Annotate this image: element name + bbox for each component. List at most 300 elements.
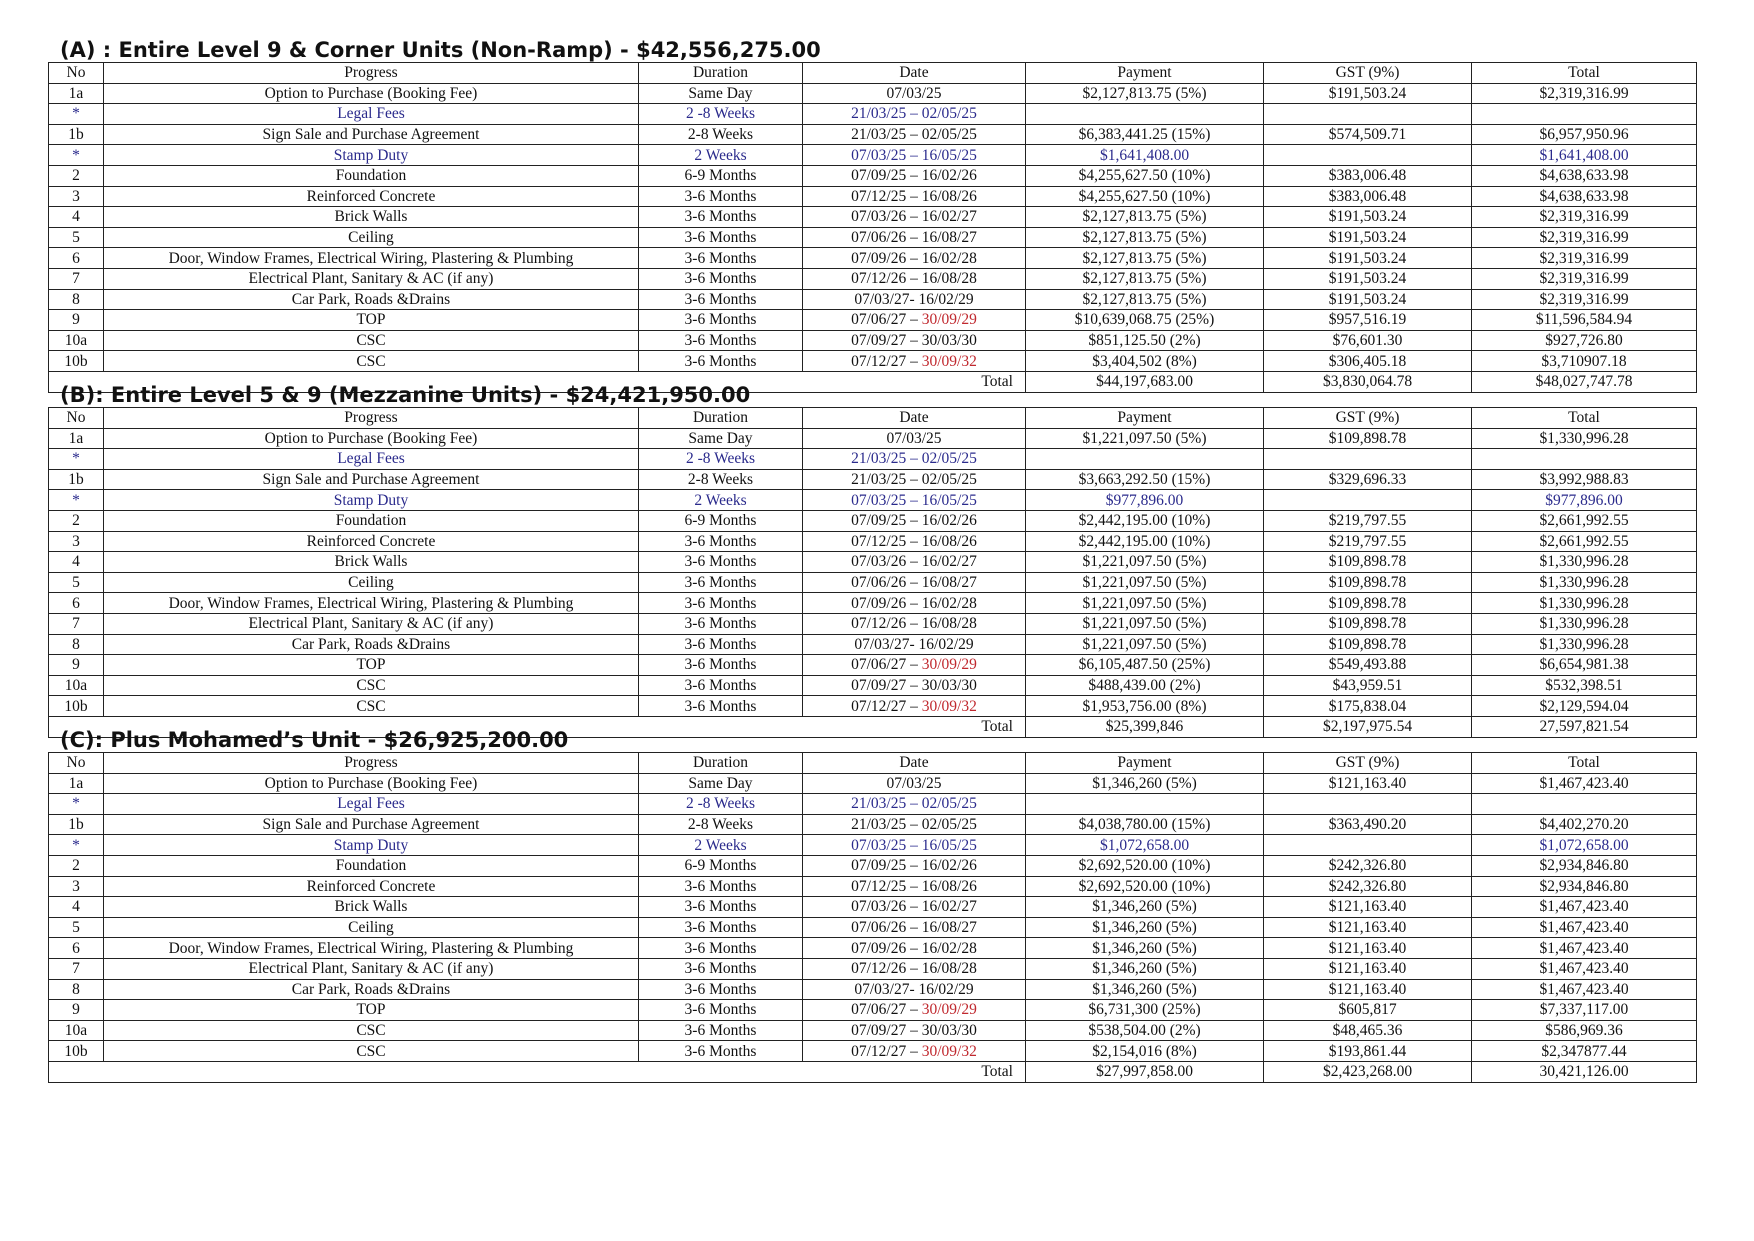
cell-no: 9	[49, 655, 104, 676]
cell-total: $3,710907.18	[1472, 351, 1697, 372]
section-title: (C): Plus Mohamed’s Unit - $26,925,200.00	[60, 728, 569, 752]
cell-date	[803, 510, 1026, 531]
date-start: 07/06/27	[851, 311, 907, 329]
cell-no: 5	[49, 917, 104, 938]
cell-gst: $43,959.51	[1264, 675, 1472, 696]
header-duration: Duration	[639, 408, 803, 429]
cell-total	[1472, 794, 1697, 815]
cell-payment: $2,692,520.00 (10%)	[1026, 876, 1264, 897]
date-separator: –	[906, 1022, 922, 1040]
date-start: 07/12/27	[851, 1042, 907, 1060]
cell-total: $2,661,992.55	[1472, 531, 1697, 552]
date-end: 16/02/28	[921, 249, 977, 267]
date-end: 30/09/29	[921, 311, 977, 329]
date-separator: –	[906, 167, 922, 185]
date-start: 07/09/27	[851, 1022, 907, 1040]
cell-gst: $121,163.40	[1264, 917, 1472, 938]
date-start: 07/03/25	[851, 146, 907, 164]
date-separator: –	[906, 146, 922, 164]
cell-progress: Brick Walls	[104, 897, 639, 918]
date-start: 07/12/26	[851, 615, 907, 633]
date-separator: –	[906, 450, 922, 468]
date-end: 16/08/26	[921, 877, 977, 895]
cell-progress: Sign Sale and Purchase Agreement	[104, 124, 639, 145]
table-row	[49, 593, 1697, 614]
table-row	[49, 634, 1697, 655]
date-end: 16/08/27	[921, 919, 977, 937]
date-end: 30/09/32	[921, 352, 977, 370]
date-end: 16/02/29	[918, 635, 974, 653]
table-row	[49, 938, 1697, 959]
date-separator: –	[906, 270, 922, 288]
table-row	[49, 268, 1697, 289]
cell-progress: Door, Window Frames, Electrical Wiring, Plastering & Plumbing	[104, 248, 639, 269]
total-gst: $2,423,268.00	[1264, 1061, 1472, 1082]
cell-no: 2	[49, 165, 104, 186]
cell-duration: 3-6 Months	[639, 1041, 803, 1062]
cell-duration: 2-8 Weeks	[639, 124, 803, 145]
cell-date	[803, 248, 1026, 269]
cell-total: $11,596,584.94	[1472, 310, 1697, 331]
table-row	[49, 773, 1697, 794]
header-total: Total	[1472, 408, 1697, 429]
date-start: 07/09/27	[851, 332, 907, 350]
cell-progress: Legal Fees	[104, 794, 639, 815]
cell-no: 7	[49, 958, 104, 979]
date-separator: –	[906, 836, 922, 854]
cell-progress: Foundation	[104, 855, 639, 876]
cell-no: 6	[49, 938, 104, 959]
date-separator: –	[906, 187, 922, 205]
cell-gst: $219,797.55	[1264, 510, 1472, 531]
date-separator: –	[906, 594, 922, 612]
table-row	[49, 83, 1697, 104]
cell-payment: $1,346,260 (5%)	[1026, 938, 1264, 959]
cell-date	[803, 572, 1026, 593]
cell-date	[803, 1020, 1026, 1041]
cell-duration: 3-6 Months	[639, 289, 803, 310]
date-separator: –	[906, 249, 922, 267]
cell-payment: $4,255,627.50 (10%)	[1026, 186, 1264, 207]
cell-gst: $383,006.48	[1264, 165, 1472, 186]
date-start: 07/09/25	[851, 512, 907, 530]
cell-payment: $1,346,260 (5%)	[1026, 773, 1264, 794]
cell-date	[803, 449, 1026, 470]
payment-schedule-table	[48, 407, 1697, 738]
cell-date	[803, 186, 1026, 207]
cell-no: *	[49, 835, 104, 856]
cell-no: *	[49, 794, 104, 815]
cell-total: $1,330,996.28	[1472, 613, 1697, 634]
cell-progress: Stamp Duty	[104, 145, 639, 166]
cell-total: $977,896.00	[1472, 490, 1697, 511]
cell-duration: 2-8 Weeks	[639, 469, 803, 490]
date-start: 07/03/25	[851, 491, 907, 509]
cell-payment	[1026, 794, 1264, 815]
cell-date	[803, 165, 1026, 186]
total-total: 30,421,126.00	[1472, 1061, 1697, 1082]
date-separator: –	[906, 574, 922, 592]
cell-no: *	[49, 490, 104, 511]
cell-progress: CSC	[104, 351, 639, 372]
cell-no: 4	[49, 552, 104, 573]
cell-no: 1a	[49, 83, 104, 104]
cell-total: $2,319,316.99	[1472, 83, 1697, 104]
cell-payment: $1,221,097.50 (5%)	[1026, 634, 1264, 655]
date-start: 07/12/26	[851, 270, 907, 288]
table-row	[49, 531, 1697, 552]
date-end: 16/05/25	[921, 146, 977, 164]
cell-date	[803, 227, 1026, 248]
date-end: 16/08/26	[921, 187, 977, 205]
header-gst: GST (9%)	[1264, 408, 1472, 429]
table-row	[49, 227, 1697, 248]
cell-duration: 3-6 Months	[639, 248, 803, 269]
header-payment: Payment	[1026, 753, 1264, 774]
cell-total: $586,969.36	[1472, 1020, 1697, 1041]
cell-payment: $1,953,756.00 (8%)	[1026, 696, 1264, 717]
cell-date	[803, 655, 1026, 676]
cell-gst	[1264, 490, 1472, 511]
cell-payment: $2,127,813.75 (5%)	[1026, 227, 1264, 248]
date-end: 30/09/32	[921, 1042, 977, 1060]
table-row	[49, 979, 1697, 1000]
cell-date	[803, 634, 1026, 655]
date-end: 02/05/25	[921, 795, 977, 813]
date-separator: –	[906, 512, 922, 530]
sub-row	[49, 794, 1697, 815]
cell-duration: 3-6 Months	[639, 351, 803, 372]
date-start: 21/03/25	[851, 105, 907, 123]
cell-total: $1,330,996.28	[1472, 572, 1697, 593]
cell-duration: 3-6 Months	[639, 572, 803, 593]
cell-duration: 6-9 Months	[639, 165, 803, 186]
payment-schedule-table	[48, 752, 1697, 1083]
cell-no: 4	[49, 897, 104, 918]
date-start: 07/09/25	[851, 857, 907, 875]
header-row	[49, 63, 1697, 84]
cell-duration: 3-6 Months	[639, 268, 803, 289]
date-end: 02/05/25	[921, 126, 977, 144]
cell-date	[803, 593, 1026, 614]
date-start: 07/12/25	[851, 187, 907, 205]
cell-payment: $3,663,292.50 (15%)	[1026, 469, 1264, 490]
cell-progress: CSC	[104, 1041, 639, 1062]
cell-no: 6	[49, 593, 104, 614]
date-start: 07/12/27	[851, 352, 907, 370]
header-progress: Progress	[104, 63, 639, 84]
cell-payment: $1,221,097.50 (5%)	[1026, 593, 1264, 614]
cell-no: 5	[49, 227, 104, 248]
header-no: No	[49, 753, 104, 774]
sub-row	[49, 145, 1697, 166]
cell-gst: $191,503.24	[1264, 289, 1472, 310]
total-payment: $27,997,858.00	[1026, 1061, 1264, 1082]
cell-date	[803, 351, 1026, 372]
schedule-body	[49, 773, 1697, 1082]
cell-total: $2,934,846.80	[1472, 876, 1697, 897]
sub-row	[49, 835, 1697, 856]
cell-no: 1b	[49, 469, 104, 490]
cell-total: $7,337,117.00	[1472, 1000, 1697, 1021]
date-separator: –	[906, 229, 922, 247]
cell-progress: Car Park, Roads &Drains	[104, 979, 639, 1000]
date-end: 16/02/27	[921, 898, 977, 916]
cell-date	[803, 855, 1026, 876]
date-end: 30/03/30	[921, 332, 977, 350]
cell-payment: $10,639,068.75 (25%)	[1026, 310, 1264, 331]
section-b	[48, 383, 1696, 738]
cell-duration: 3-6 Months	[639, 958, 803, 979]
cell-duration: 3-6 Months	[639, 207, 803, 228]
cell-progress: Reinforced Concrete	[104, 531, 639, 552]
cell-duration: 3-6 Months	[639, 613, 803, 634]
date-start: 07/09/25	[851, 167, 907, 185]
cell-gst: $329,696.33	[1264, 469, 1472, 490]
header-payment: Payment	[1026, 408, 1264, 429]
table-row	[49, 958, 1697, 979]
cell-gst: $121,163.40	[1264, 773, 1472, 794]
cell-payment: $1,221,097.50 (5%)	[1026, 613, 1264, 634]
cell-date	[803, 979, 1026, 1000]
date-start: 07/09/27	[851, 677, 907, 695]
date-separator: –	[906, 677, 922, 695]
cell-progress: Stamp Duty	[104, 490, 639, 511]
date-end: 16/08/27	[921, 574, 977, 592]
total-total: 27,597,821.54	[1472, 716, 1697, 737]
table-row	[49, 207, 1697, 228]
cell-date	[803, 207, 1026, 228]
cell-no: 2	[49, 855, 104, 876]
cell-gst: $121,163.40	[1264, 958, 1472, 979]
sub-row	[49, 104, 1697, 125]
date-end: 02/05/25	[921, 816, 977, 834]
header-progress: Progress	[104, 753, 639, 774]
cell-duration: 3-6 Months	[639, 330, 803, 351]
cell-gst: $363,490.20	[1264, 814, 1472, 835]
cell-progress: Reinforced Concrete	[104, 186, 639, 207]
total-total: $48,027,747.78	[1472, 371, 1697, 392]
table-row	[49, 289, 1697, 310]
date-end: 02/05/25	[921, 105, 977, 123]
cell-gst: $109,898.78	[1264, 572, 1472, 593]
cell-total	[1472, 104, 1697, 125]
cell-gst: $242,326.80	[1264, 855, 1472, 876]
cell-no: 3	[49, 531, 104, 552]
header-duration: Duration	[639, 753, 803, 774]
header-gst: GST (9%)	[1264, 63, 1472, 84]
cell-date	[803, 289, 1026, 310]
total-payment: $25,399,846	[1026, 716, 1264, 737]
date-start: 21/03/25	[851, 450, 907, 468]
cell-total: $1,330,996.28	[1472, 634, 1697, 655]
header-date: Date	[803, 63, 1026, 84]
cell-date	[803, 814, 1026, 835]
cell-no: 6	[49, 248, 104, 269]
cell-payment: $2,442,195.00 (10%)	[1026, 510, 1264, 531]
date-end: 30/03/30	[921, 677, 977, 695]
cell-duration: 3-6 Months	[639, 552, 803, 573]
date-start: 07/12/25	[851, 877, 907, 895]
cell-no: 1a	[49, 773, 104, 794]
cell-gst: $121,163.40	[1264, 938, 1472, 959]
cell-gst: $191,503.24	[1264, 207, 1472, 228]
cell-gst: $121,163.40	[1264, 897, 1472, 918]
cell-payment: $4,038,780.00 (15%)	[1026, 814, 1264, 835]
cell-gst: $109,898.78	[1264, 613, 1472, 634]
cell-gst: $219,797.55	[1264, 531, 1472, 552]
cell-gst	[1264, 794, 1472, 815]
cell-gst: $76,601.30	[1264, 330, 1472, 351]
cell-gst: $109,898.78	[1264, 428, 1472, 449]
cell-payment: $2,127,813.75 (5%)	[1026, 207, 1264, 228]
cell-progress: Stamp Duty	[104, 835, 639, 856]
date-start: 07/03/26	[851, 553, 907, 571]
date-start: 07/03/27	[854, 635, 910, 653]
date-start: 07/09/26	[851, 594, 907, 612]
header-no: No	[49, 408, 104, 429]
cell-payment	[1026, 449, 1264, 470]
cell-total: $1,467,423.40	[1472, 958, 1697, 979]
cell-payment: $2,154,016 (8%)	[1026, 1041, 1264, 1062]
date-separator: –	[906, 352, 922, 370]
cell-duration: 2 Weeks	[639, 835, 803, 856]
cell-payment: $851,125.50 (2%)	[1026, 330, 1264, 351]
date-separator: –	[906, 795, 922, 813]
table-row	[49, 510, 1697, 531]
header-progress: Progress	[104, 408, 639, 429]
cell-total: $2,319,316.99	[1472, 227, 1697, 248]
cell-payment: $2,692,520.00 (10%)	[1026, 855, 1264, 876]
cell-no: 1b	[49, 124, 104, 145]
cell-gst: $48,465.36	[1264, 1020, 1472, 1041]
cell-date	[803, 145, 1026, 166]
date-separator: –	[906, 960, 922, 978]
cell-total: $4,402,270.20	[1472, 814, 1697, 835]
cell-gst: $242,326.80	[1264, 876, 1472, 897]
cell-no: 10b	[49, 696, 104, 717]
cell-no: 10a	[49, 1020, 104, 1041]
cell-progress: Legal Fees	[104, 449, 639, 470]
table-row	[49, 613, 1697, 634]
cell-duration: 3-6 Months	[639, 876, 803, 897]
date-separator: -	[909, 635, 919, 653]
date-start: 07/06/26	[851, 574, 907, 592]
date-start: 21/03/25	[851, 795, 907, 813]
cell-no: 10b	[49, 351, 104, 372]
table-row	[49, 876, 1697, 897]
section-a	[48, 38, 1696, 393]
cell-payment: $2,127,813.75 (5%)	[1026, 248, 1264, 269]
date-start: 21/03/25	[851, 126, 907, 144]
cell-duration: 3-6 Months	[639, 1020, 803, 1041]
cell-gst: $957,516.19	[1264, 310, 1472, 331]
cell-payment: $6,105,487.50 (25%)	[1026, 655, 1264, 676]
date-separator: -	[909, 980, 919, 998]
date-end: 16/08/27	[921, 229, 977, 247]
table-row	[49, 917, 1697, 938]
cell-total: $4,638,633.98	[1472, 165, 1697, 186]
cell-duration: 3-6 Months	[639, 979, 803, 1000]
total-payment: $44,197,683.00	[1026, 371, 1264, 392]
cell-payment: $1,641,408.00	[1026, 145, 1264, 166]
date-end: 16/08/28	[921, 615, 977, 633]
cell-progress: Door, Window Frames, Electrical Wiring, Plastering & Plumbing	[104, 593, 639, 614]
cell-progress: Brick Walls	[104, 207, 639, 228]
total-label: Total	[49, 716, 1026, 737]
table-row	[49, 675, 1697, 696]
cell-gst	[1264, 145, 1472, 166]
date-end: 16/05/25	[921, 836, 977, 854]
schedule-body	[49, 428, 1697, 737]
date-start: 07/06/26	[851, 919, 907, 937]
header-no: No	[49, 63, 104, 84]
cell-date	[803, 696, 1026, 717]
cell-no: 8	[49, 634, 104, 655]
date-end: 16/02/29	[918, 980, 974, 998]
cell-duration: 2 -8 Weeks	[639, 104, 803, 125]
cell-duration: 6-9 Months	[639, 855, 803, 876]
cell-duration: 3-6 Months	[639, 897, 803, 918]
date-end: 02/05/25	[921, 471, 977, 489]
cell-gst: $109,898.78	[1264, 593, 1472, 614]
table-row	[49, 469, 1697, 490]
cell-progress: Ceiling	[104, 917, 639, 938]
cell-date	[803, 428, 1026, 449]
table-row	[49, 1000, 1697, 1021]
cell-payment: $6,731,300 (25%)	[1026, 1000, 1264, 1021]
cell-progress: Brick Walls	[104, 552, 639, 573]
date-start: 21/03/25	[851, 471, 907, 489]
date-end: 16/02/27	[921, 208, 977, 226]
cell-gst: $549,493.88	[1264, 655, 1472, 676]
cell-payment: $977,896.00	[1026, 490, 1264, 511]
table-row	[49, 1020, 1697, 1041]
cell-date	[803, 310, 1026, 331]
cell-progress: CSC	[104, 1020, 639, 1041]
cell-gst: $191,503.24	[1264, 83, 1472, 104]
cell-total: $2,319,316.99	[1472, 207, 1697, 228]
date-end: 16/02/29	[918, 290, 974, 308]
cell-gst: $574,509.71	[1264, 124, 1472, 145]
date-start: 07/03/27	[854, 290, 910, 308]
date-start: 07/12/27	[851, 697, 907, 715]
date-end: 16/02/26	[921, 167, 977, 185]
cell-no: 10a	[49, 330, 104, 351]
cell-duration: Same Day	[639, 83, 803, 104]
date-end: 16/08/28	[921, 960, 977, 978]
cell-duration: Same Day	[639, 428, 803, 449]
cell-total: $1,641,408.00	[1472, 145, 1697, 166]
cell-date	[803, 613, 1026, 634]
cell-progress: Foundation	[104, 165, 639, 186]
cell-duration: 3-6 Months	[639, 186, 803, 207]
date-separator: –	[906, 332, 922, 350]
date-separator: –	[906, 697, 922, 715]
date-start: 07/03/26	[851, 898, 907, 916]
table-row	[49, 814, 1697, 835]
cell-no: 4	[49, 207, 104, 228]
cell-payment: $1,346,260 (5%)	[1026, 958, 1264, 979]
cell-no: 3	[49, 876, 104, 897]
cell-payment: $2,442,195.00 (10%)	[1026, 531, 1264, 552]
cell-gst: $383,006.48	[1264, 186, 1472, 207]
date-start: 07/09/26	[851, 939, 907, 957]
cell-date	[803, 773, 1026, 794]
cell-gst: $191,503.24	[1264, 268, 1472, 289]
cell-date	[803, 330, 1026, 351]
cell-date	[803, 835, 1026, 856]
